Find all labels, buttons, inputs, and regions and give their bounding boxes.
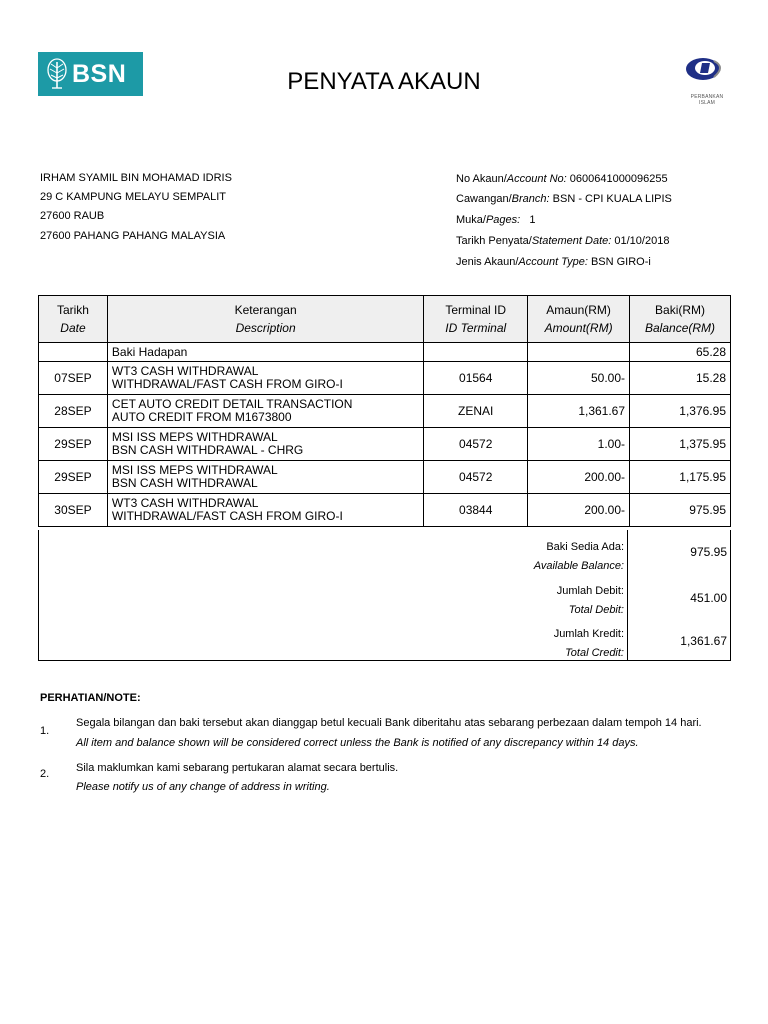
row-desc: WT3 CASH WITHDRAWAL WITHDRAWAL/FAST CASH FROM GIRO-I (107, 494, 423, 527)
note-1-en: All item and balance shown will be considered correct unless the Bank is notified of any discrepancy within 14 days. (76, 737, 639, 749)
row-terminal: 04572 (424, 461, 528, 494)
row-date: 28SEP (39, 395, 108, 428)
pages-row (456, 214, 536, 226)
row-amount: 200.00- (528, 494, 630, 527)
summary-divider (627, 530, 628, 660)
row-date: 29SEP (39, 461, 108, 494)
row-terminal: ZENAI (424, 395, 528, 428)
table-row (39, 395, 731, 428)
account-type-row (456, 256, 651, 268)
table-header-row (39, 296, 731, 343)
total-credit-label-en: Total Credit: (565, 647, 624, 659)
total-debit-label-en: Total Debit: (568, 604, 624, 616)
available-balance-label: Baki Sedia Ada: (546, 541, 624, 553)
header-description: Keterangan Description (107, 296, 423, 343)
perbankan-islam-seal (684, 55, 730, 106)
total-debit-value: 451.00 (690, 591, 727, 605)
row-desc: MSI ISS MEPS WITHDRAWAL BSN CASH WITHDRAWAL (107, 461, 423, 494)
table-row (39, 362, 731, 395)
row-balance: 1,375.95 (630, 428, 731, 461)
account-type-label: Jenis Akaun/ (456, 256, 519, 268)
account-no-label-en: Account No: (506, 173, 567, 185)
summary-box (38, 530, 731, 661)
account-no-value: 0600641000096255 (569, 173, 668, 185)
row-amount: 50.00- (528, 362, 630, 395)
row-date: 29SEP (39, 428, 108, 461)
logo-text: BSN (72, 59, 127, 88)
row-balance: 1,175.95 (630, 461, 731, 494)
row-desc: MSI ISS MEPS WITHDRAWAL BSN CASH WITHDRAWAL - CHRG (107, 428, 423, 461)
statement-date-value: 01/10/2018 (614, 235, 670, 247)
statement-date-label-en: Statement Date: (531, 235, 612, 247)
row-date: 07SEP (39, 362, 108, 395)
row-terminal: 03844 (424, 494, 528, 527)
account-number-row (456, 173, 668, 185)
transactions-table (38, 295, 731, 527)
branch-value: BSN - CPI KUALA LIPIS (552, 193, 672, 205)
opening-balance-row (39, 343, 731, 362)
statement-date-row (456, 235, 669, 247)
note-2-ms: Sila maklumkan kami sebarang pertukaran alamat secara bertulis. (76, 762, 399, 774)
address-line-2: 27600 RAUB (40, 210, 105, 222)
opening-desc: Baki Hadapan (107, 343, 423, 362)
total-credit-value: 1,361.67 (680, 634, 727, 648)
row-balance: 1,376.95 (630, 395, 731, 428)
page-title: PENYATA AKAUN (287, 68, 481, 95)
row-balance: 15.28 (630, 362, 731, 395)
header-terminal: Terminal ID ID Terminal (424, 296, 528, 343)
account-type-label-en: Account Type: (518, 256, 588, 268)
row-amount: 1,361.67 (528, 395, 630, 428)
table-row (39, 461, 731, 494)
row-amount: 200.00- (528, 461, 630, 494)
address-line-3: 27600 PAHANG PAHANG MALAYSIA (40, 230, 226, 242)
pages-label-en: Pages: (485, 214, 521, 226)
header-amount: Amaun(RM) Amount(RM) (528, 296, 630, 343)
customer-name: IRHAM SYAMIL BIN MOHAMAD IDRIS (40, 172, 232, 184)
row-terminal: 01564 (424, 362, 528, 395)
branch-label: Cawangan/ (456, 193, 512, 205)
note-number-2: 2. (40, 768, 50, 780)
opening-balance: 65.28 (630, 343, 731, 362)
note-number-1: 1. (40, 725, 50, 737)
row-balance: 975.95 (630, 494, 731, 527)
seal-text: PERBANKAN ISLAM (690, 94, 724, 106)
row-desc: WT3 CASH WITHDRAWAL WITHDRAWAL/FAST CASH FROM GIRO-I (107, 362, 423, 395)
row-date: 30SEP (39, 494, 108, 527)
account-no-label: No Akaun/ (456, 173, 507, 185)
notes-title: PERHATIAN/NOTE: (40, 692, 141, 704)
available-balance-value: 975.95 (690, 545, 727, 559)
row-desc: CET AUTO CREDIT DETAIL TRANSACTION AUTO CREDIT FROM M1673800 (107, 395, 423, 428)
total-debit-label: Jumlah Debit: (556, 585, 624, 597)
row-terminal: 04572 (424, 428, 528, 461)
pages-label: Muka/ (456, 214, 486, 226)
note-1-ms: Segala bilangan dan baki tersebut akan dianggap betul kecuali Bank diberitahu atas sebarang perbezaan dalam tempoh 14 hari. (76, 717, 702, 729)
table-row (39, 494, 731, 527)
header-balance: Baki(RM) Balance(RM) (630, 296, 731, 343)
seal-icon (684, 55, 730, 89)
pages-value: 1 (529, 214, 536, 226)
address-line-1: 29 C KAMPUNG MELAYU SEMPALIT (40, 191, 227, 203)
available-balance-label-en: Available Balance: (533, 560, 624, 572)
branch-label-en: Branch: (511, 193, 550, 205)
note-2-en: Please notify us of any change of address in writing. (76, 781, 330, 793)
account-type-value: BSN GIRO-i (590, 256, 651, 268)
branch-row (456, 193, 672, 205)
total-credit-label: Jumlah Kredit: (553, 628, 624, 640)
table-row (39, 428, 731, 461)
header-date: Tarikh Date (39, 296, 108, 343)
row-amount: 1.00- (528, 428, 630, 461)
statement-date-label: Tarikh Penyata/ (456, 235, 532, 247)
